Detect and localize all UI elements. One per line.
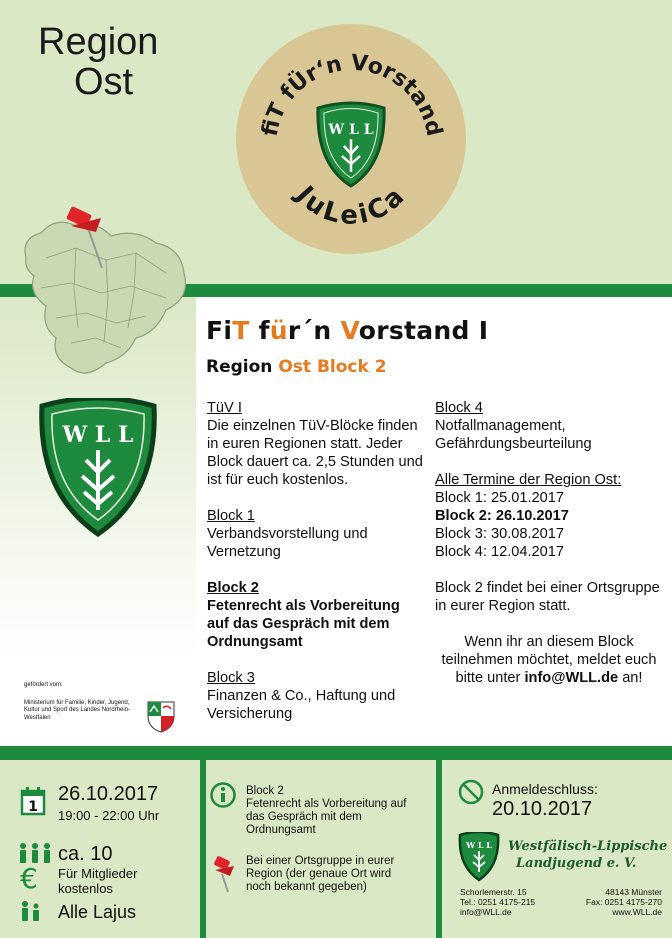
signup-email-link[interactable]: info@WLL.de — [524, 670, 619, 686]
date-block3: Block 3: 30.08.2017 — [435, 526, 565, 542]
deadline-icon — [458, 779, 484, 805]
sponsor-note — [24, 682, 144, 722]
footer-separator-1 — [200, 760, 206, 938]
dates-heading: Alle Termine der Region Ost: — [435, 472, 622, 488]
block2-body: Fetenrecht als Vorbereitung auf das Gespräch mit dem Ordnungsamt — [207, 598, 400, 650]
footer-location-info: Bei einer Ortsgruppe in eurer Region (der genaue Ort wird noch bekannt gegeben) — [246, 855, 395, 893]
audience-text: Alle Lajus — [58, 902, 137, 922]
wll-small-shield-icon — [458, 832, 500, 882]
date-block2: Block 2: 26.10.2017 — [435, 508, 569, 524]
deadline-label: Anmeldeschluss: — [492, 781, 598, 797]
badge-shield-icon — [318, 103, 384, 186]
sponsor-label: gefördert vom: — [24, 682, 63, 688]
participant-count: ca. 10 — [58, 843, 113, 865]
wll-shield-icon — [38, 398, 158, 538]
juleica-badge-graphic — [236, 24, 466, 254]
nrw-crest-icon — [146, 700, 176, 734]
info-column-left — [207, 399, 423, 741]
info-column-right — [435, 399, 663, 705]
location-note: Block 2 findet bei einer Ortsgruppe in eurer Region statt. — [435, 580, 660, 614]
badge-bottom-text: JuLeiCa — [289, 180, 413, 231]
block1-heading: Block 1 — [207, 508, 255, 524]
svg-text:W L L: W L L — [62, 422, 134, 448]
org-email-link[interactable]: info@WLL.de — [460, 907, 512, 917]
block3-body: Finanzen & Co., Haftung und Versicherung — [207, 688, 396, 722]
date-block1: Block 1: 25.01.2017 — [435, 490, 565, 506]
region-line2: Ost — [74, 61, 134, 103]
deadline-date: 20.10.2017 — [492, 798, 593, 820]
block3-heading: Block 3 — [207, 670, 255, 686]
badge-top-text: fiT fÜr‘n Vorstand — [257, 50, 447, 139]
bottom-green-band — [0, 746, 672, 760]
sponsor-text: Ministerium für Familie, Kinder, Jugend, Kultur und Sport des Landes Nordrhein-Westfalen — [24, 699, 131, 721]
info-icon — [210, 782, 236, 808]
price-info: Für Mitglieder kostenlos — [58, 866, 138, 896]
org-name: Westfälisch-Lippische Landjugend e. V. — [508, 839, 668, 871]
block4-body: Notfallmanagement, Gefährdungsbeurteilung — [435, 418, 592, 452]
block2-heading: Block 2 — [207, 580, 259, 596]
people-icon — [18, 842, 52, 864]
event-date: 26.10.2017 — [58, 783, 159, 805]
audience-icon — [20, 900, 42, 922]
nrw-map-icon — [16, 198, 196, 383]
footer-block-info: Block 2 Fetenrecht als Vorbereitung auf das Gespräch mit dem Ordnungsamt — [246, 785, 407, 836]
tuev-body: Die einzelnen TüV-Blöcke finden in euren Regionen statt. Jeder Block dauert ca. 2,5 Stunden und ist für euch kostenlos. — [207, 418, 423, 488]
block1-body: Verbandsvorstellung und Vernetzung — [207, 526, 368, 560]
svg-text:1: 1 — [28, 799, 38, 815]
calendar-icon — [20, 786, 46, 816]
region-line1: Region — [38, 21, 159, 63]
event-time: 19:00 - 22:00 Uhr — [58, 808, 160, 823]
svg-text:W L L: W L L — [328, 122, 374, 138]
org-website-link[interactable]: www.WLL.de — [612, 907, 662, 917]
juleica-badge — [236, 24, 466, 254]
block4-heading: Block 4 — [435, 400, 483, 416]
euro-icon: € — [20, 862, 38, 895]
signup-note: Wenn ihr an diesem Block teilnehmen möchtet, meldet euch bitte unter info@WLL.de an! — [441, 634, 657, 686]
org-address: Schorlemerstr. 15 48143 Münster Tel.: 0251 4175-215 Fax: 0251 4175-270 info@WLL.de www.WLL.de — [460, 887, 662, 917]
footer-separator-2 — [436, 760, 442, 938]
tuev-heading: TüV I — [207, 400, 242, 416]
svg-text:W L L: W L L — [466, 840, 492, 850]
location-pin-icon — [212, 856, 238, 894]
main-title: FiT für´n Vorstand I — [206, 316, 489, 345]
region-title — [38, 22, 158, 102]
main-subtitle: Region Ost Block 2 — [206, 357, 387, 377]
date-block4: Block 4: 12.04.2017 — [435, 544, 565, 560]
